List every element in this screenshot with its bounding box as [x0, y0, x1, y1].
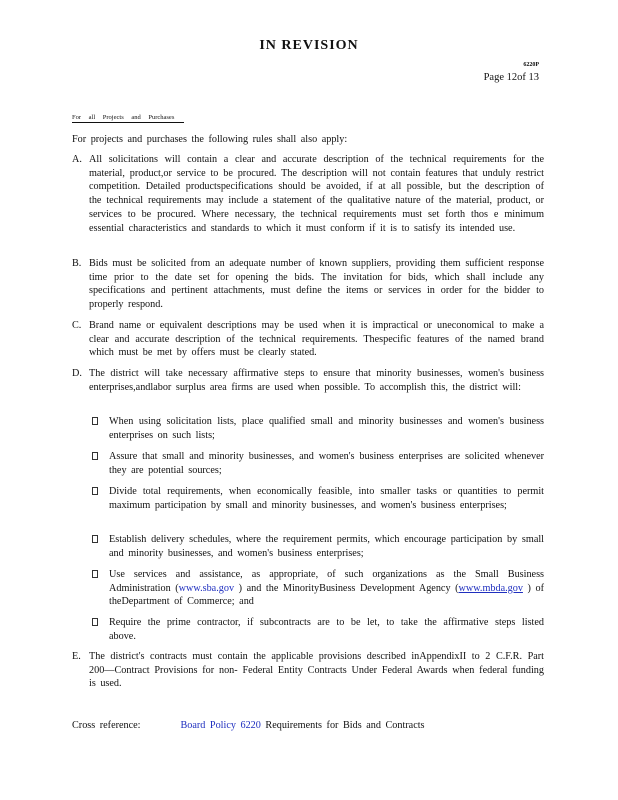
board-policy-link[interactable]: Board Policy 6220 — [180, 720, 261, 731]
item-letter: C. — [72, 320, 82, 331]
bullet-box-icon — [92, 618, 98, 626]
list-item-c — [72, 319, 544, 360]
bullet-text: Require the prime contractor, if subcontracts are to be let, to take the affirmative steps listed above. — [109, 617, 544, 642]
section-heading: For all Projects and Purchases — [72, 114, 184, 123]
list-item-d — [72, 367, 544, 394]
cross-reference — [72, 720, 425, 731]
bullet-item — [92, 450, 544, 477]
bullet-item — [92, 415, 544, 442]
document-number: 6220P — [523, 62, 539, 68]
list-item-b — [72, 257, 544, 312]
bullet-text: Divide total requirements, when economically feasible, into smaller tasks or quantities to permit maximum participation by small and minority businesses, and women's business enterprises; — [109, 486, 544, 511]
bullet-box-icon — [92, 417, 98, 425]
item-letter: B. — [72, 258, 82, 269]
list-item-a — [72, 153, 544, 235]
sba-link[interactable]: www.sba.gov — [178, 582, 235, 594]
bullet-box-icon — [92, 452, 98, 460]
page-title: IN REVISION — [259, 38, 359, 53]
cross-reference-text: Requirements for Bids and Contracts — [260, 720, 425, 731]
bullet-text-part: Use services and assistance, as appropriate, of such organizations as the Small Business Administration ( — [109, 569, 544, 594]
bullet-box-icon — [92, 570, 98, 578]
bullet-item — [92, 485, 544, 512]
bullet-text-part: ) of theDepartment of Commerce; and — [109, 582, 544, 608]
bullet-text: Assure that small and minority businesses, and women's business enterprises are solicited whenever they are potential sources; — [109, 451, 544, 476]
mbda-link[interactable]: www.mbda.gov — [458, 582, 523, 594]
item-text: All solicitations will contain a clear and accurate description of the technical requirements for the material, product,or service to be procured. The description will not contain features that unduly restrict competition. Detailed productspecifications should be avoided, if at all possible, but the description of the technical requirements may include a statement of the qualitative nature of the material, product, or services to be procured. Where necessary, the technical requirements must set forth thos e minimum essential characteristics and standards to which it must conform if it is to satisfy its intended use. — [89, 154, 544, 234]
item-text: Bids must be solicited from an adequate number of known suppliers, providing them sufficient response time prior to the date set for opening the bids. The invitation for bids, which shall include any specifications and pertinent attachments, must define the items or services in order for the bidder to properly respond. — [89, 258, 544, 311]
bullet-text: When using solicitation lists, place qualified small and minority businesses and women's business enterprises on such lists; — [109, 416, 544, 441]
cross-reference-label: Cross reference: — [72, 720, 141, 731]
item-letter: D. — [72, 368, 82, 379]
bullet-box-icon — [92, 487, 98, 495]
bullet-item — [92, 616, 544, 643]
list-item-e — [72, 650, 544, 691]
bullet-text: Establish delivery schedules, where the requirement permits, which encourage participation by small and minority businesses, and women's business enterprises; — [109, 534, 544, 559]
bullet-item — [92, 533, 544, 560]
item-text: Brand name or equivalent descriptions may be used when it is impractical or uneconomical to make a clear and accurate description of the technical requirements. Thespecific features of the named brand which must be met by offers must be clearly stated. — [89, 320, 544, 359]
item-text: The district will take necessary affirmative steps to ensure that minority businesses, women's business enterprises,andlabor surplus area firms are used when possible. To accomplish this, the district will: — [89, 368, 544, 393]
bullet-text-part: ) and the MinorityBusiness Development Agency ( — [234, 582, 459, 594]
item-letter: E. — [72, 651, 81, 662]
bullet-item — [92, 568, 544, 609]
item-letter: A. — [72, 154, 82, 165]
page-number: Page 12of 13 — [483, 72, 539, 83]
item-text: The district's contracts must contain the applicable provisions described inAppendixII to 2 C.F.R. Part 200—Contract Provisions for non- Federal Entity Contracts Under Federal Awards when federal funding is used. — [89, 651, 544, 690]
bullet-box-icon — [92, 535, 98, 543]
bullet-text — [109, 568, 544, 609]
intro-paragraph: For projects and purchases the following rules shall also apply: — [72, 134, 348, 145]
